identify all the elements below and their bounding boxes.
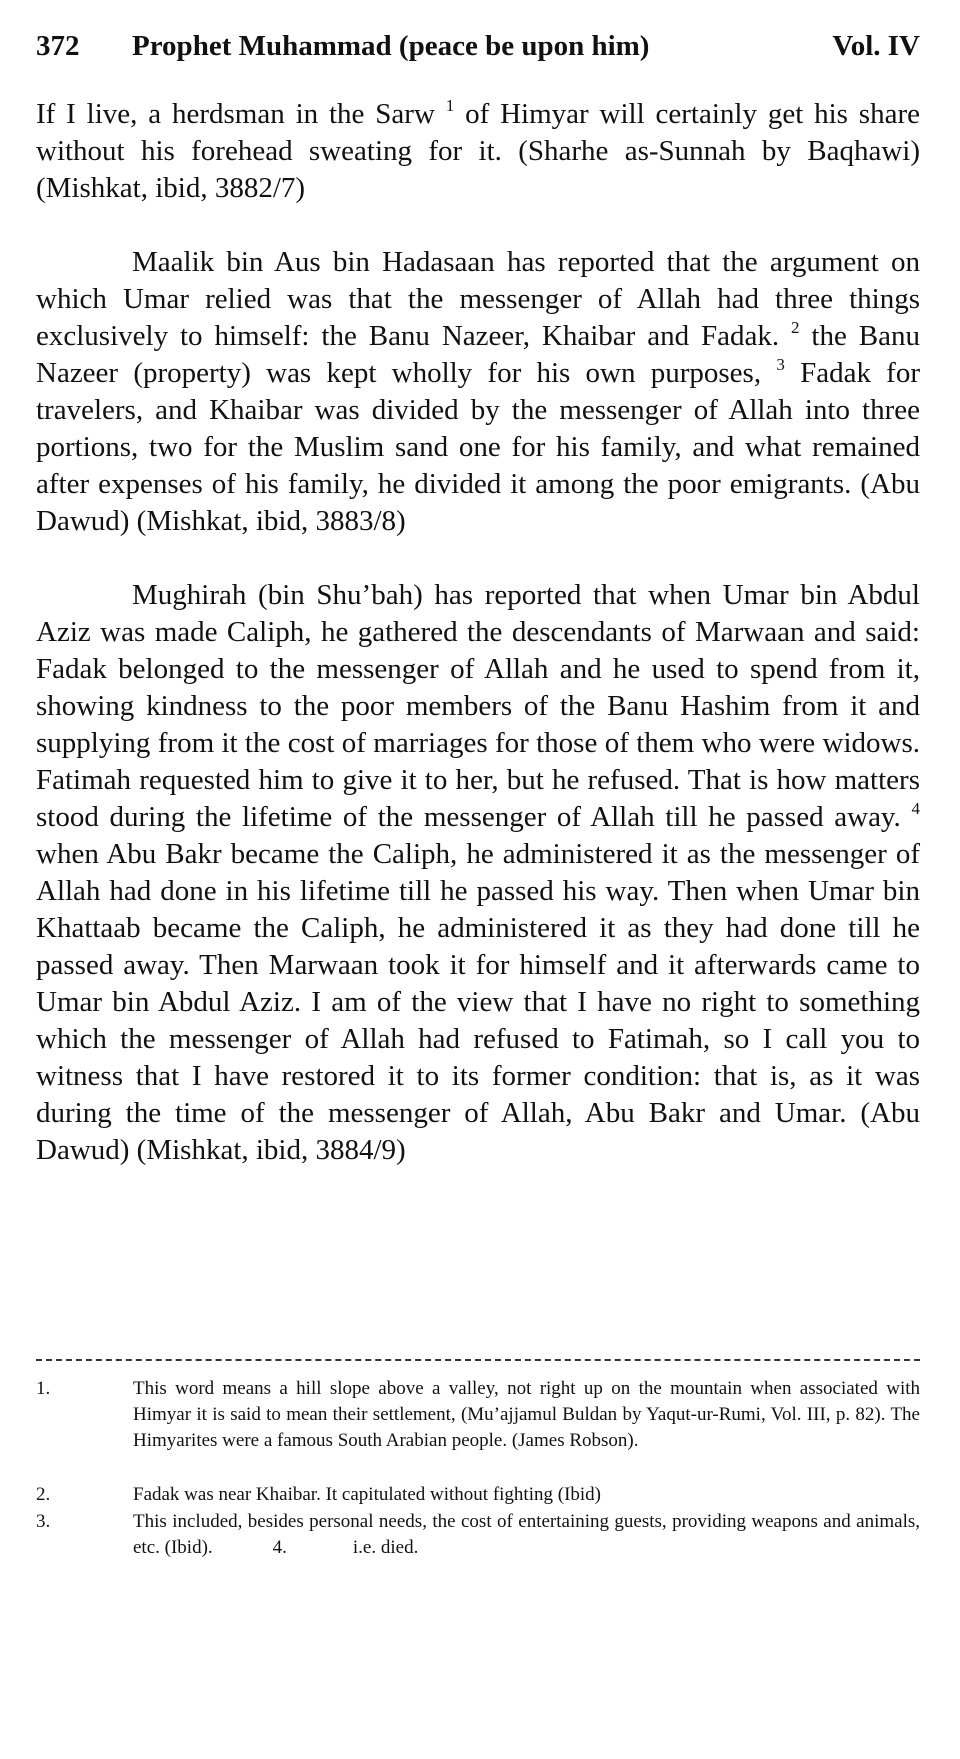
volume-label: Vol. IV (832, 30, 920, 62)
footnote-divider (36, 1359, 920, 1361)
footnote-4-text: i.e. died. (352, 1537, 419, 1558)
page-number: 372 (36, 30, 80, 62)
paragraph-3: Mughirah (bin Shu’bah) has reported that when Umar bin Abdul Aziz was made Caliph, he gathered the descendants of Marwaan and said: Fadak belonged to the messenger of Allah and he used to spend from it, showing kindness to the poor members of the Banu Hashim from it and supplying from it the cost of marriages for those of them who were widows. Fatimah requested him to give it to her, but he refused. That is how matters stood during the lifetime of the messenger of Allah till he passed away. $^4$ when Abu Bakr became the Caliph, he administered it as the messenger of Allah had done in his lifetime till he passed his way. Then when Umar bin Khattaab became the Caliph, he administered it as they had done till he passed away. Then Marwaan took it for himself and it afterwards came to Umar bin Abdul Aziz. I am of the view that I have no right to something which the messenger of Allah had refused to Fatimah, so I call you to witness that I have restored it to its former condition: that is, as it was during the time of the messenger of Allah, Abu Bakr and Umar. (Abu Dawud) (Mishkat, ibid, 3884/9) (36, 579, 920, 1166)
footnote-2 (36, 1482, 920, 1508)
footnote-text: Fadak was near Khaibar. It capitulated without fighting (Ibid) (133, 1484, 602, 1505)
footnote-number: 2. (36, 1484, 51, 1505)
footnote-ref-1: 1 (445, 96, 455, 115)
paragraph-1: If I live, a herdsman in the Sarw $^1$ of Himyar will certainly get his share without his forehead sweating for it. (Sharhe as-Sunnah by Baqhawi) (Mishkat, ibid, 3882/7) (36, 96, 920, 204)
footnote-ref-4: 4 (911, 799, 920, 818)
footnote-ref-3: 3 (776, 355, 785, 374)
footnote-ref-2: 2 (791, 318, 800, 337)
footnote-3 (36, 1509, 920, 1561)
paragraph-2: Maalik bin Aus bin Hadasaan has reported that the argument on which Umar relied was that the messenger of Allah had three things exclusively to himself: the Banu Nazeer, Khaibar and Fadak. $^2$ the Banu Nazeer (property) was kept wholly for his own purposes, $^3$ Fadak for travelers, and Khaibar was divided by the messenger of Allah into three portions, two for the Muslim sand one for his family, and what remained after expenses of his family, he divided it among the poor emigrants. (Abu Dawud) (Mishkat, ibid, 3883/8) (36, 246, 920, 537)
page-header (36, 26, 920, 66)
footnote-text: This word means a hill slope above a valley, not right up on the mountain when associated with Himyar it is said to mean their settlement, (Mu’ajjamul Buldan by Yaqut-ur-Rumi, Vol. III, p. 82). The Himyarites were a famous South Arabian people. (James Robson). (133, 1378, 920, 1451)
footnote-4-number: 4. (272, 1537, 287, 1558)
book-title: Prophet Muhammad (peace be upon him) (132, 30, 650, 62)
footnote-1 (36, 1376, 920, 1454)
footnote-number: 1. (36, 1378, 51, 1399)
footnote-number: 3. (36, 1511, 51, 1532)
main-text (36, 96, 920, 1206)
footnote-text: This included, besides personal needs, the cost of entertaining guests, providing weapons and animals, etc. (Ibid). 4. i.e. died. (133, 1511, 920, 1558)
